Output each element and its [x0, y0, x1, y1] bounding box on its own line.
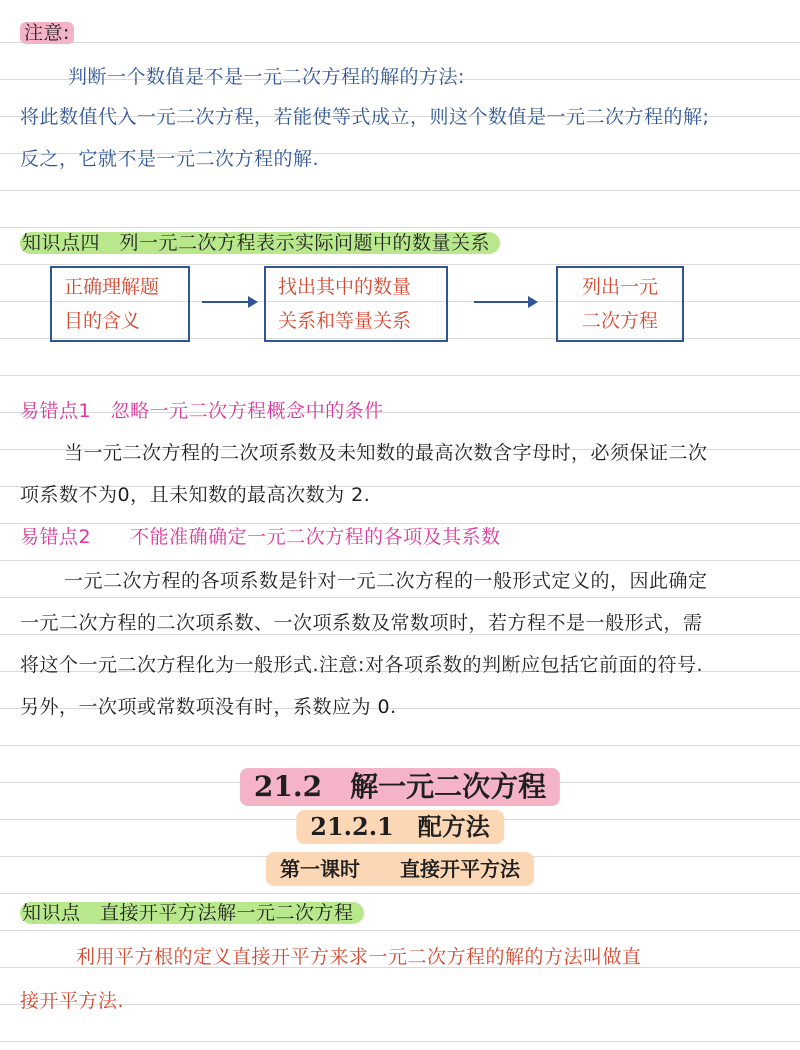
- section-title: 21.2 解一元二次方程: [240, 768, 560, 806]
- flow-arrow-1: [200, 292, 260, 312]
- knowledge-heading: [20, 900, 364, 926]
- definition-line-2: 接开平方法.: [20, 990, 125, 1012]
- knowledge4-title: 知识点四 列一元二次方程表示实际问题中的数量关系: [20, 232, 500, 254]
- note-label-line: [20, 20, 74, 46]
- flow-box-2-line1: 找出其中的数量: [278, 276, 412, 298]
- lesson-title: 第一课时 直接开平方法: [266, 852, 534, 886]
- flow-box-3-line1: 列出一元: [581, 276, 658, 298]
- flow-box-1-line1: 正确理解题: [64, 276, 160, 298]
- knowledge4-heading: [20, 230, 500, 256]
- error2-line-4: 另外，一次项或常数项没有时，系数应为 0.: [20, 696, 397, 718]
- error1-line-2: 项系数不为0，且未知数的最高次数为 2.: [20, 484, 371, 506]
- subsection-title: 21.2.1 配方法: [296, 810, 504, 844]
- note-line-1: 判断一个数值是不是一元二次方程的解的方法:: [68, 66, 465, 88]
- error1-title: 易错点1 忽略一元二次方程概念中的条件: [20, 400, 384, 422]
- error2-line-1: 一元二次方程的各项系数是针对一元二次方程的一般形式定义的，因此确定: [64, 570, 708, 592]
- flow-box-3: [556, 266, 684, 342]
- flow-box-2: [264, 266, 448, 342]
- flow-box-2-line2: 关系和等量关系: [278, 310, 412, 332]
- error1-line-1: 当一元二次方程的二次项系数及未知数的最高次数含字母时，必须保证二次: [64, 442, 708, 464]
- flow-box-3-line2: 二次方程: [581, 310, 658, 332]
- flow-box-1: [50, 266, 190, 342]
- error2-line-3: 将这个一元二次方程化为一般形式.注意:对各项系数的判断应包括它前面的符号.: [20, 654, 703, 676]
- flow-box-1-line2: 目的含义: [64, 310, 141, 332]
- error2-line-2: 一元二次方程的二次项系数、一次项系数及常数项时，若方程不是一般形式，需: [20, 612, 703, 634]
- error2-title: 易错点2 不能准确确定一元二次方程的各项及其系数: [20, 526, 501, 548]
- knowledge-title: 知识点 直接开平方法解一元二次方程: [20, 902, 364, 924]
- definition-line-1: 利用平方根的定义直接开平方来求一元二次方程的解的方法叫做直: [76, 946, 642, 968]
- note-line-3: 反之，它就不是一元二次方程的解.: [20, 148, 320, 170]
- note-line-2: 将此数值代入一元二次方程，若能使等式成立，则这个数值是一元二次方程的解;: [20, 106, 710, 128]
- flow-arrow-2: [472, 292, 542, 312]
- note-label: 注意:: [20, 22, 74, 44]
